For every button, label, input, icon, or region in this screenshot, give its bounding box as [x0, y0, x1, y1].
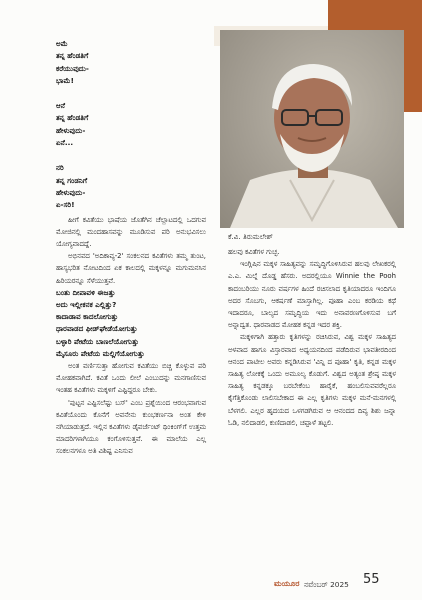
body-paragraph: 'ಪುಟ್ಟನ ಎಷ್ಟಿಸಲೆಷ್ಟು ಬಸ್' ಎಂಬ ಪ್ರಶ್ನೆಯಿಂದ ಆರಂಭವಾಗುವ ಕವಿತೆಯೊಂದು ಕೊನೆಗೆ ಅವನೇನು ಕುಂಭಕರ್ಣನಾ ಅಂತ ಕೇಳಿ ನಗಿಯಾಡುತ್ತದೆ. ಇಲ್ಲಿನ ಕವಿತೆಗಳು ಡೈವರ್ಜೆಂಟ್ ಥಿಂಕಿಂಗ್‌ಗೆ ಉತ್ತಮ ಮಾದರಿಗಳಾಗಿಯೂ ಕಂಗೊಳಿಸುತ್ತವೆ. ಈ ಮಾಲೆಯ ಎಲ್ಲ ಸಂಕಲನಗಳೂ ಅತಿ ವಿಶಿಷ್ಟ ಎನಿಸುವ — [56, 398, 206, 456]
right-column — [228, 246, 396, 429]
poem-line: ಅಮೆ — [56, 39, 68, 48]
poem-block-2 — [56, 287, 206, 360]
poem-line: ನರಿ — [56, 163, 64, 173]
body-paragraph: ಹೀಗೆ ಕವಿತೆಯು ಭಾಷೆಯ ಜೊತೆಗಿನ ಚೆಲ್ಲಾಟದಲ್ಲಿ ಒದಗುವ ಮೋಜಿನಲ್ಲಿ ಮಂದಹಾಸವನ್ನು ಮೂಡಿಸುವ ಪರಿ ಅನುಭವಿಸಲು ಯೋಗ್ಯವಾದದ್ದೆ. — [56, 215, 206, 248]
magazine-logo: ಮಯೂರ — [274, 579, 300, 588]
poem-line: ಧಾರವಾಡದ ಫೀಡ್‌ಘೇಡೆಯೋಗುತ್ತು — [56, 324, 138, 334]
page-number: 55 — [363, 572, 380, 587]
author-portrait-illustration — [220, 30, 404, 228]
poem-line: ಹೇಳುವುದು- — [56, 187, 86, 197]
poem-block-1 — [56, 38, 206, 212]
poem-line: ಕರೆಯುವುದು- — [56, 63, 89, 73]
left-column — [56, 38, 206, 458]
poem-line: ಹೇಳುವುದು- — [56, 125, 86, 135]
poem-line: ಅದು ಇಲ್ಲೀಕನಕ ಎಲ್ಲಿತ್ತು? — [56, 299, 117, 309]
poem-line: ಬಂತು ದೀಪಾವಳಿ ಈಜತ್ತು — [56, 287, 116, 297]
poem-line: ಮೈಸೂರು ಪೇಟೆಯ ಮಲ್ಲಿಗೆಯೋಗುತ್ತು — [56, 348, 145, 358]
issue-date: ನವೆಂಬರ್ 2025 — [304, 580, 349, 589]
body-paragraph: ಇಂಗ್ಲಿಷಿನ ಮಕ್ಕಳ ಸಾಹಿತ್ಯವನ್ನು ಸಮೃದ್ಧಿಗೊಳಿಸಿರುವ ಹಲವು ಲೇಖಕರಲ್ಲಿ ಎ.ಎ. ಮಿಲ್ನೆ ದೊಡ್ಡ ಹೆಸರು. ಅದರಲ್ಲಿಯೂ Winnie the Pooh ಕಾದಂಬರಿಯು ನೂರು ವರ್ಷಗಳ ಹಿಂದೆ ರಚಿಸಲಾದ ಕೃತಿಯಾದರೂ ಇಂದಿಗೂ ಅದರ ಸೊಬಗು, ಆಕರ್ಷಣೆ ಮಾಸ್ತಾಗಿಲ್ಲ. ಪೂಹಾ ಎಂಬ ಕರಡಿಯ ಕಥೆ ಇದಾದರೂ, ಬಾಲ್ಯದ ಸಮೃದ್ಧಿಯ ಇದು ಅನಾವರಣಗೊಳಿಸುವ ಬಗೆ ಅನ್ನಾದ್ವತ. ಧಾರವಾಡದ ಮೋಹಕ ಕನ್ನಡ ಇದರ ಶಕ್ತಿ. — [228, 260, 396, 330]
photo-caption: ಕೆ.ವಿ. ತಿರುಮಲೇಶ್ — [228, 232, 274, 241]
body-paragraph: ಮಕ್ಕಳಿಗಾಗಿ ಹತ್ತಾರು ಕೃತಿಗಳನ್ನು ರಚಿಸಿರುವ, ವಿಶ್ವ ಮಕ್ಕಳ ಸಾಹಿತ್ಯದ ಅಳವಾದ ಹಾಗೂ ವಿಸ್ತಾರವಾದ ಅಧ್ಯಯನದಿಂದ ಪಡೆದಿರುವ ಭಾವತೀರದಿಂದ ಆನಂದ ಪಾಟೀಲ ಅವರು ಕನ್ನಡಿಸಿರುವ 'ವಿನ್ನಿ ದ ಪೂಹಾ' ಕೃತಿ, ಕನ್ನಡ ಮಕ್ಕಳ ಸಾಹಿತ್ಯ ಲೋಕಕ್ಕೆ ಒಂದು ಅಮೂಲ್ಯ ಕೊಡುಗೆ. ವಿಶ್ವದ ಅತ್ಯಂತ ಶ್ರೇಷ್ಠ ಮಕ್ಕಳ ಸಾಹಿತ್ಯ ಕನ್ನಡಕ್ಕೂ ಬರಬೇಕೆಂಬ ಹಾರೈಕೆ, ಹಂಬಲಿಸುವವರೆಲ್ಲರೂ ಕೈಗೆತ್ತಿಕೊಂಡು ಲಾಲಿಸಬೇಕಾದ ಈ ಎಲ್ಲ ಕೃತಿಗಳು ಮಕ್ಕಳ ಮನೆ-ಮನಗಳಲ್ಲಿ ಬೆಳಗಲಿ. ಎಲ್ಲರ ಹೃದಯದ ಒಳಗಡಗಿರುವ ಆ ಆನಂದದ ದಿವ್ಯ ಶಿಶು ಜನ್ನಾ ಓಡಿ, ನಲಿದಾಡಲಿ, ಕುಣಿದಾಡಲಿ, ಚಪ್ಪಾಳೆ ತಟ್ಟಲಿ. — [228, 333, 396, 427]
body-paragraph: ಅಭಿನವದ 'ಅದಿಕಾವ್ಯ-2' ಸಂಕಲನದ ಕವಿತೆಗಳು ತಮ್ಮ ತುಂಟ, ಹಾಸ್ಯಭರಿತ ನೋಟದಿಂದ ಏಕ ಕಾಲದಲ್ಲಿ ಮಕ್ಕಳನ್ನೂ ಮಗುಮನಸಿನ ಹಿರಿಯರನ್ನೂ ಸೆಳೆಯುತ್ತವೆ. — [56, 252, 206, 285]
poem-line: ತನ್ನ ಹೆಂಡತಿಗೆ — [56, 51, 89, 61]
author-photo — [220, 30, 404, 228]
poem-line: ಏ-ಸರಿ! — [56, 200, 75, 210]
body-paragraph: ಅಂತ ವರ್ಣಿಸುತ್ತಾ ಹೋಗುವ ಕವಿತೆಯು ಬಿಚ್ಚಿ ಕೊಳ್ಳುವ ಪರಿ ಮೋಹಕವಾಗಿದೆ. ಕವಿತೆ ಒಂದು ಲೀಲೆ ಎಂಬುದನ್ನು ಮನಗಾಣಿಸುವ ಇಂತಹ ಕವಿತೆಗಳು ಮಕ್ಕಳಿಗೆ ಎಷ್ಟಿದ್ದರೂ ಬೇಕು. — [56, 362, 206, 395]
poem-line: ಭಾಮೆ! — [56, 75, 74, 85]
poem-line: ಆನೆ — [56, 101, 66, 111]
body-paragraph: ಹಲವು ಕವಿತೆಗಳ ಗುಚ್ಛ. — [228, 248, 280, 256]
poem-line: ಕಾದಾಡಾವ ಕಾದಲೋಗುತ್ತು — [56, 312, 119, 322]
poem-line: ಬಳ್ಳಾರಿ ಪೇಟೆಯ ಬಾಣಲೆಯೋಗುತ್ತು — [56, 336, 139, 346]
poem-line: ತನ್ನ ಹೆಂಡತಿಗೆ — [56, 113, 89, 123]
poem-line: ತನ್ನ ಗಂಡನಿಗೆ — [56, 175, 88, 185]
poem-line: ಏನೆ... — [56, 138, 74, 148]
